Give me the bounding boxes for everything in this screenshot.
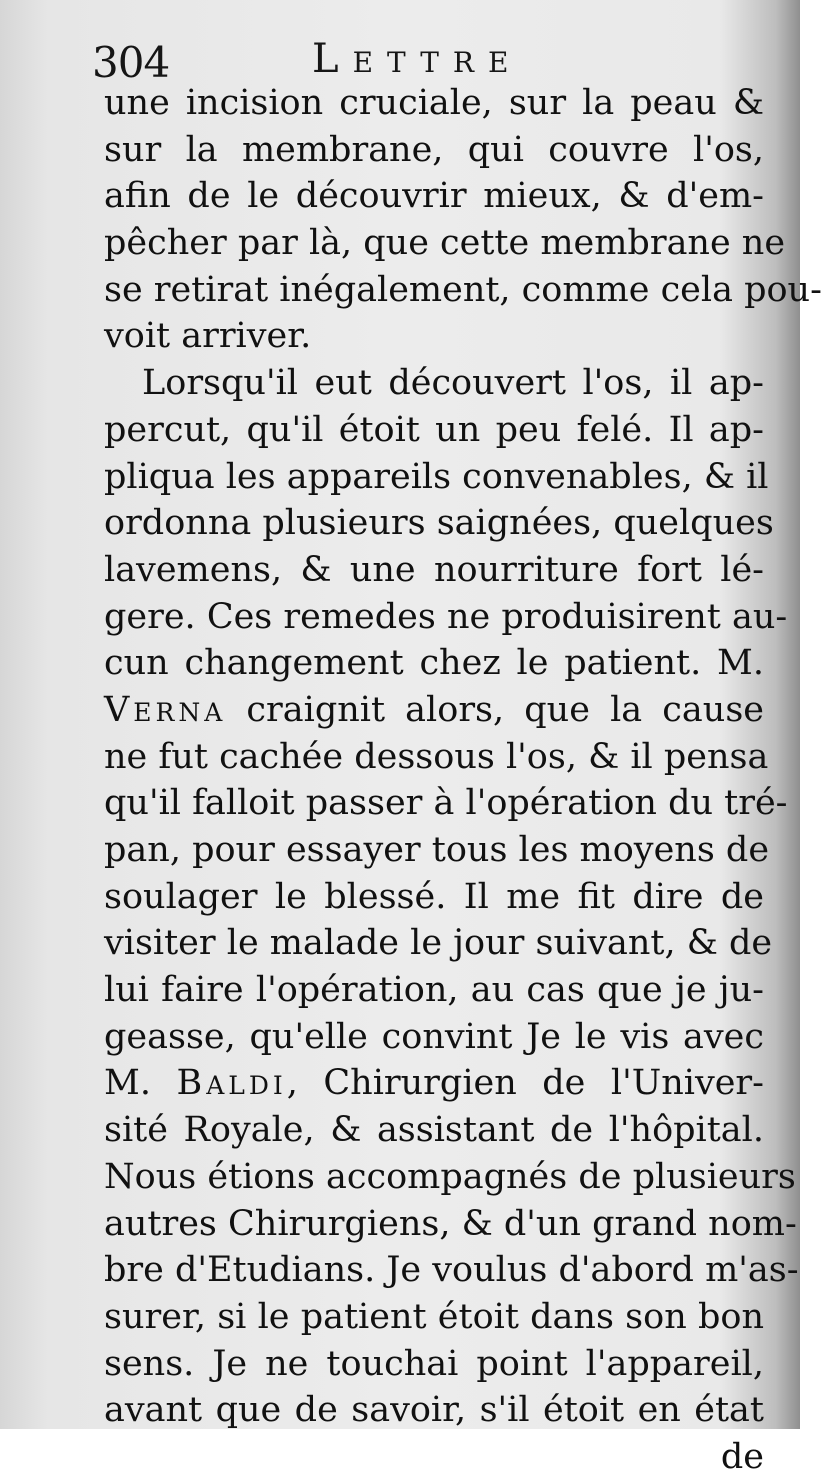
text-line: qu'il falloit passer à l'opération du tré- [104,783,788,824]
text-line-baldi [104,1060,764,1107]
text-line: autres Chirurgiens, & d'un grand nom- [104,1203,797,1244]
text-line: sens. Je ne touchai point l'appareil, [104,1343,764,1384]
page-number: 304 [92,38,170,87]
text-line: ordonna plusieurs saignées, quelques [104,503,774,544]
text-line: geasse, qu'elle convint Je le vis avec [104,1016,764,1057]
paragraph-start-line: Lorsqu'il eut découvert l'os, il ap- [142,363,764,404]
text-line: lui faire l'opération, au cas que je ju- [104,970,764,1011]
text-fragment: M. [104,1063,177,1104]
text-fragment: craignit alors, que la cause [226,689,764,730]
text-line: pliqua les appareils convenables, & il [104,456,769,497]
text-line: une incision cruciale, sur la peau & [104,83,764,123]
text-line: gere. Ces remedes ne produisirent au- [104,596,788,637]
text-line: avant que de savoir, s'il étoit en état [104,1390,764,1431]
text-line: voit arriver. [104,316,312,357]
text-fragment: , Chirurgien de l'Univer- [286,1063,764,1104]
name-baldi: Baldi [176,1063,287,1104]
text-line: surer, si le patient étoit dans son bon [104,1296,764,1337]
text-line: se retirat inégalement, comme cela pou- [104,269,822,310]
text-line: cun changement chez le patient. M. [104,643,764,684]
text-line: afin de le découvrir mieux, & d'em- [104,176,764,217]
text-line: bre d'Etudians. Je voulus d'abord m'as- [104,1250,799,1291]
text-line: sité Royale, & assistant de l'hôpital. [104,1110,764,1151]
text-line: pêcher par là, que cette membrane ne [104,223,786,264]
catchword: de [720,1436,764,1477]
text-line: ne fut cachée dessous l'os, & il pensa [104,736,769,777]
text-line: lavemens, & une nourriture fort lé- [104,549,764,590]
text-line: sur la membrane, qui couvre l'os, [104,129,764,170]
name-verna: Verna [104,689,227,730]
text-line: soulager le blessé. Il me fit dire de [104,876,764,917]
text-line: percut, qu'il étoit un peu felé. Il ap- [104,409,764,450]
body-text [104,80,822,1481]
text-line: pan, pour essayer tous les moyens de [104,830,770,870]
text-line-verna [104,687,764,734]
text-line: Nous étions accompagnés de plusieurs [104,1156,796,1197]
text-line: visiter le malade le jour suivant, & de [104,923,773,964]
running-head: Lettre [312,36,523,82]
